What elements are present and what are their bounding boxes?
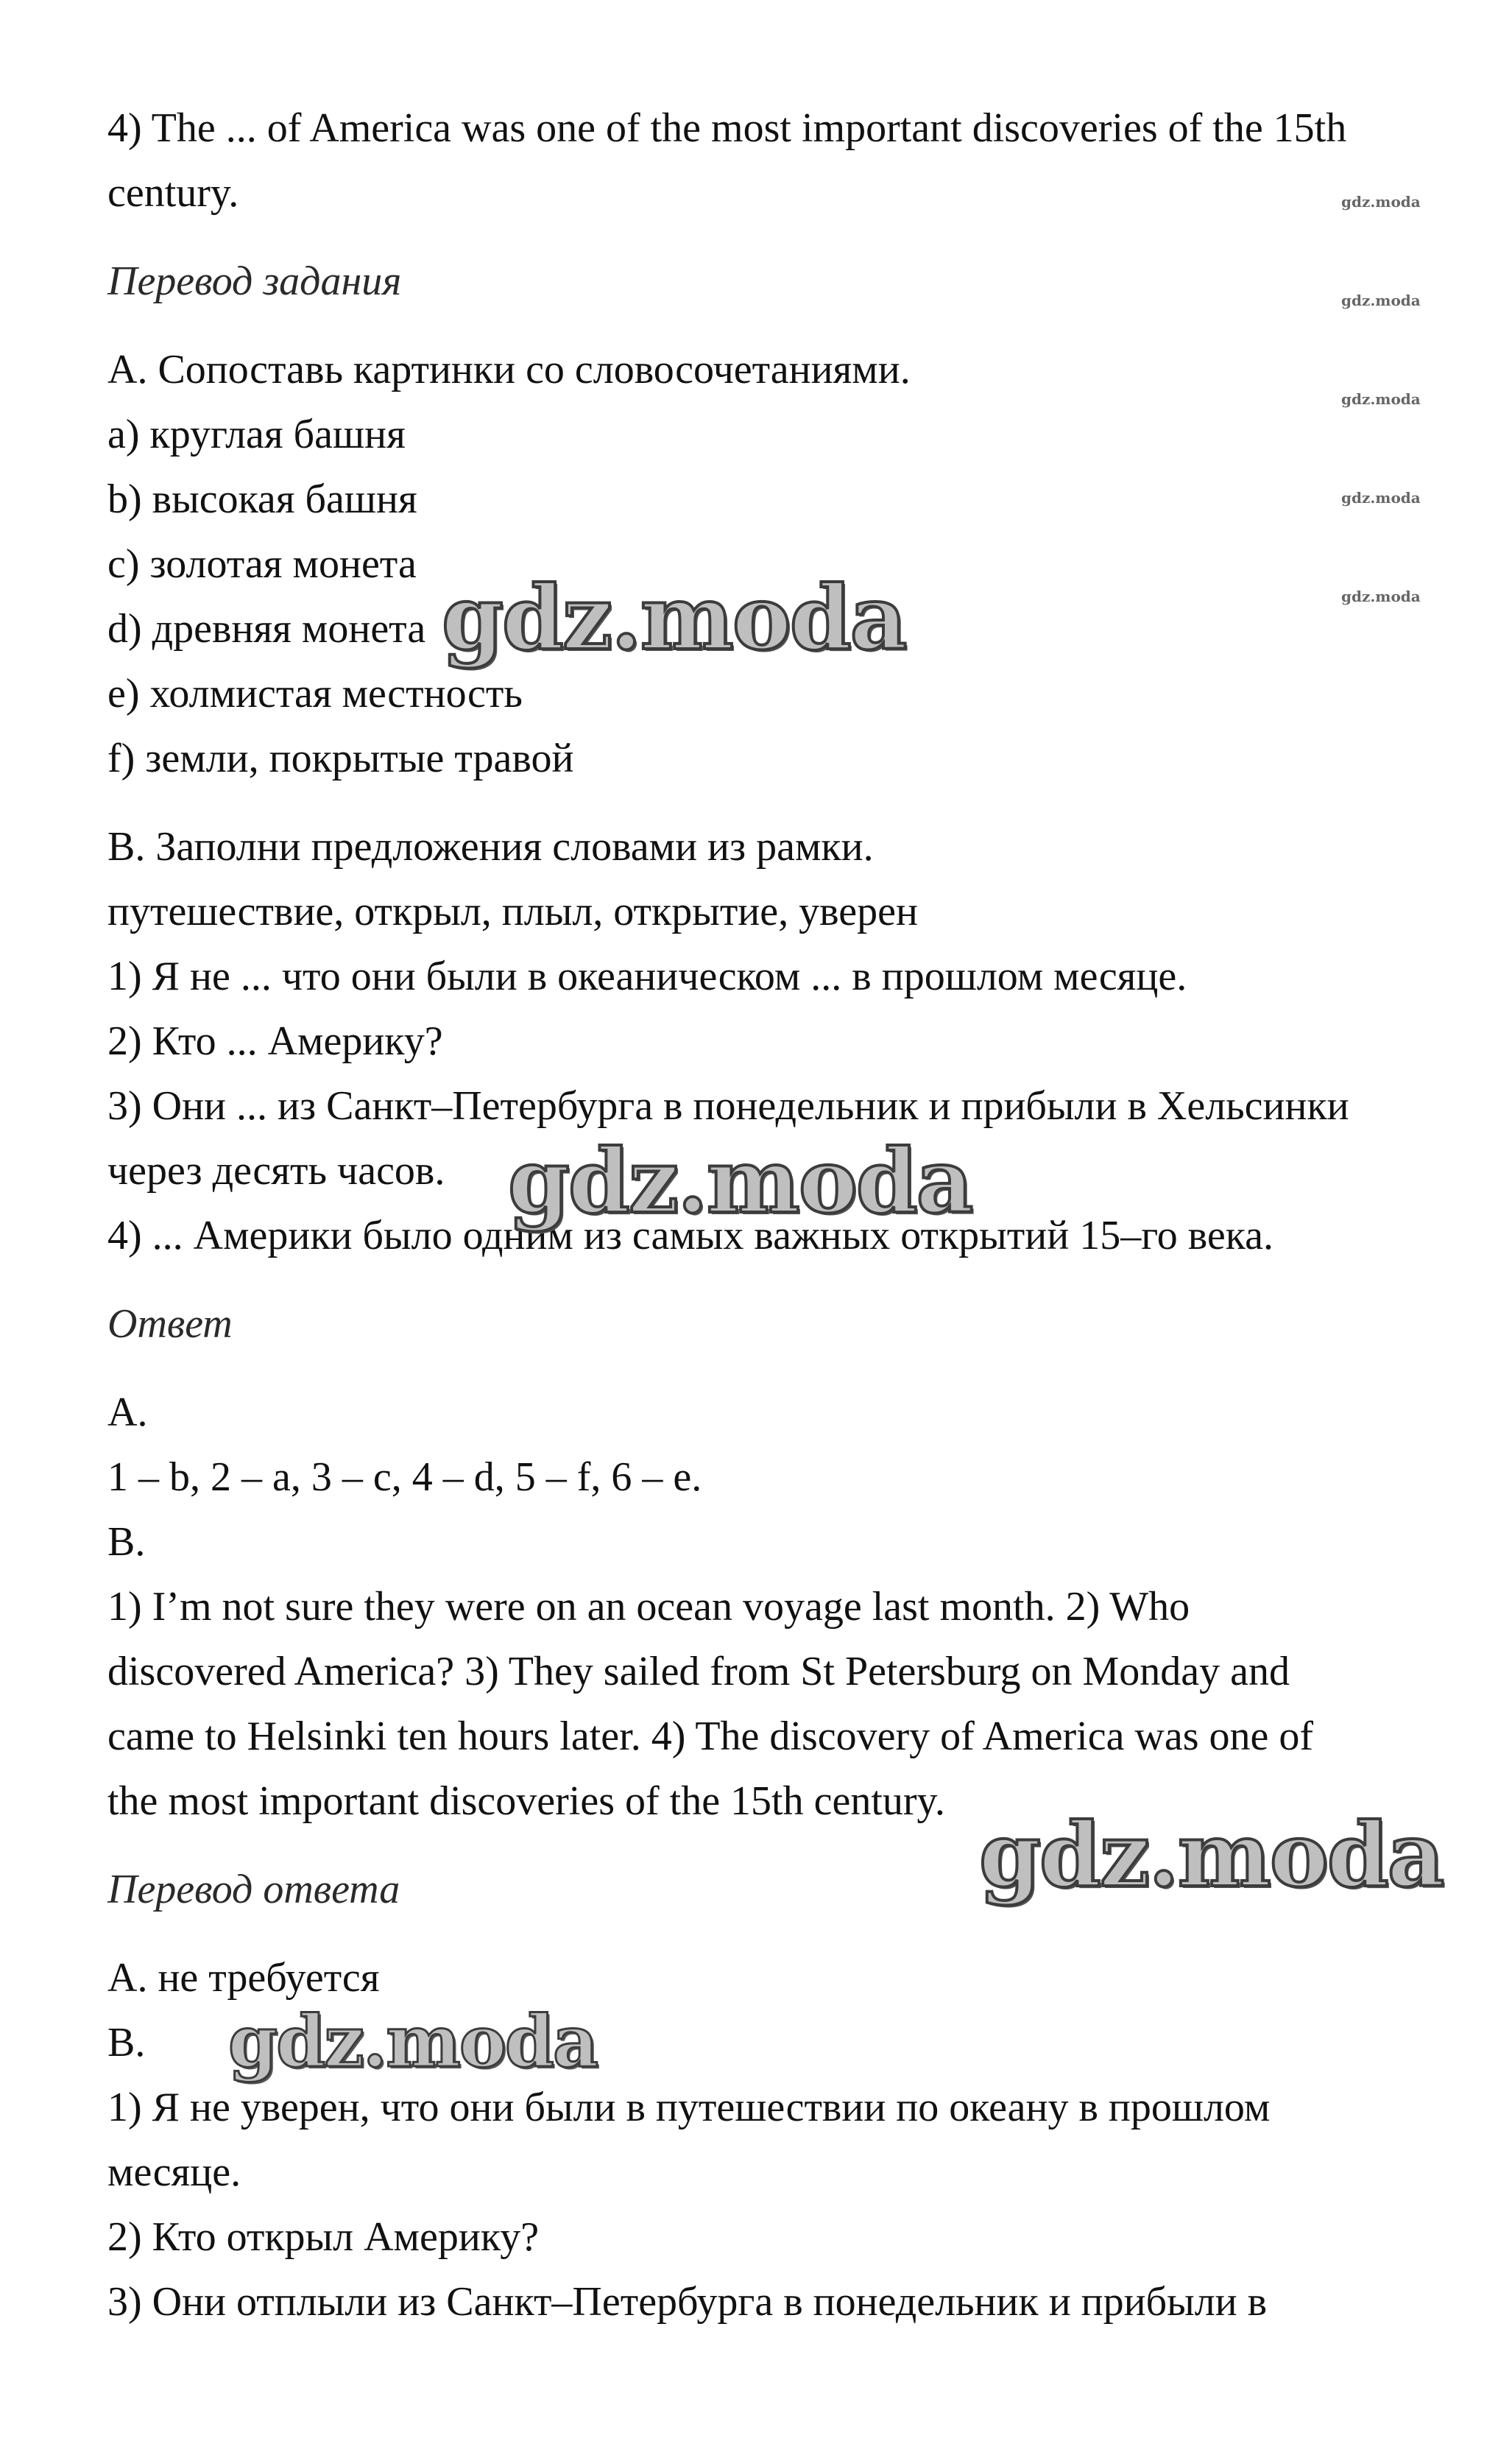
translation-line-1: 1) Я не уверен, что они были в путешествии по океану в прошлом — [107, 2085, 1271, 2130]
task-a-item-b: b) высокая башня — [107, 476, 417, 522]
answer-b-line-2: discovered America? 3) They sailed from St Petersburg on Monday and — [107, 1649, 1290, 1694]
answer-heading: Ответ — [107, 1301, 233, 1347]
task-b-title: B. Заполни предложения словами из рамки. — [107, 824, 874, 870]
answer-b-label: B. — [107, 1519, 146, 1565]
watermark-small: gdz.moda — [1341, 292, 1421, 309]
answer-translation-heading: Перевод ответа — [107, 1867, 400, 1912]
task-b-sentence-3-cont: через десять часов. — [107, 1148, 445, 1194]
watermark-small: gdz.moda — [1341, 489, 1421, 507]
watermark-large: gdz.moda — [979, 1803, 1444, 1907]
translation-a: A. не требуется — [107, 1955, 380, 2001]
watermark-medium: gdz.moda — [228, 2000, 598, 2083]
task-b-word-box: путешествие, открыл, плыл, открытие, уверен — [107, 889, 918, 934]
task-b-sentence-1: 1) Я не ... что они были в океаническом ... в прошлом месяце. — [107, 954, 1187, 999]
watermark-large: gdz.moda — [442, 566, 906, 670]
translation-line-2: 2) Кто открыл Америку? — [107, 2214, 540, 2260]
answer-a-label: A. — [107, 1389, 148, 1435]
watermark-small: gdz.moda — [1341, 390, 1421, 408]
task-a-item-a: a) круглая башня — [107, 412, 406, 457]
exercise-line-4b: century. — [107, 170, 239, 216]
exercise-line-4a: 4) The ... of America was one of the most important discoveries of the 15th — [107, 105, 1347, 151]
answer-b-line-3: came to Helsinki ten hours later. 4) The discovery of America was one of — [107, 1713, 1314, 1759]
task-a-title: A. Сопоставь картинки со словосочетаниями. — [107, 347, 911, 392]
translation-b-label: B. — [107, 2020, 146, 2065]
watermark-small: gdz.moda — [1341, 588, 1421, 605]
watermark-large: gdz.moda — [508, 1130, 972, 1233]
answer-b-line-1: 1) I’m not sure they were on an ocean voyage last month. 2) Who — [107, 1584, 1190, 1630]
task-a-item-f: f) земли, покрытые травой — [107, 736, 574, 781]
task-translation-heading: Перевод задания — [107, 258, 402, 304]
task-b-sentence-2: 2) Кто ... Америку? — [107, 1018, 443, 1064]
translation-line-3: 3) Они отплыли из Санкт–Петербурга в понедельник и прибыли в — [107, 2279, 1268, 2325]
task-b-sentence-4: 4) ... Америки было одним из самых важных открытий 15–го века. — [107, 1213, 1273, 1258]
answer-a-values: 1 – b, 2 – a, 3 – c, 4 – d, 5 – f, 6 – e. — [107, 1454, 702, 1500]
translation-line-1-cont: месяце. — [107, 2149, 241, 2195]
task-a-item-e: e) холмистая местность — [107, 671, 523, 716]
task-a-item-d: d) древняя монета — [107, 606, 426, 652]
task-a-item-c: c) золотая монета — [107, 541, 417, 587]
watermark-small: gdz.moda — [1341, 193, 1421, 211]
task-b-sentence-3: 3) Они ... из Санкт–Петербурга в понедельник и прибыли в Хельсинки — [107, 1083, 1349, 1129]
answer-b-line-4: the most important discoveries of the 15th century. — [107, 1778, 945, 1824]
